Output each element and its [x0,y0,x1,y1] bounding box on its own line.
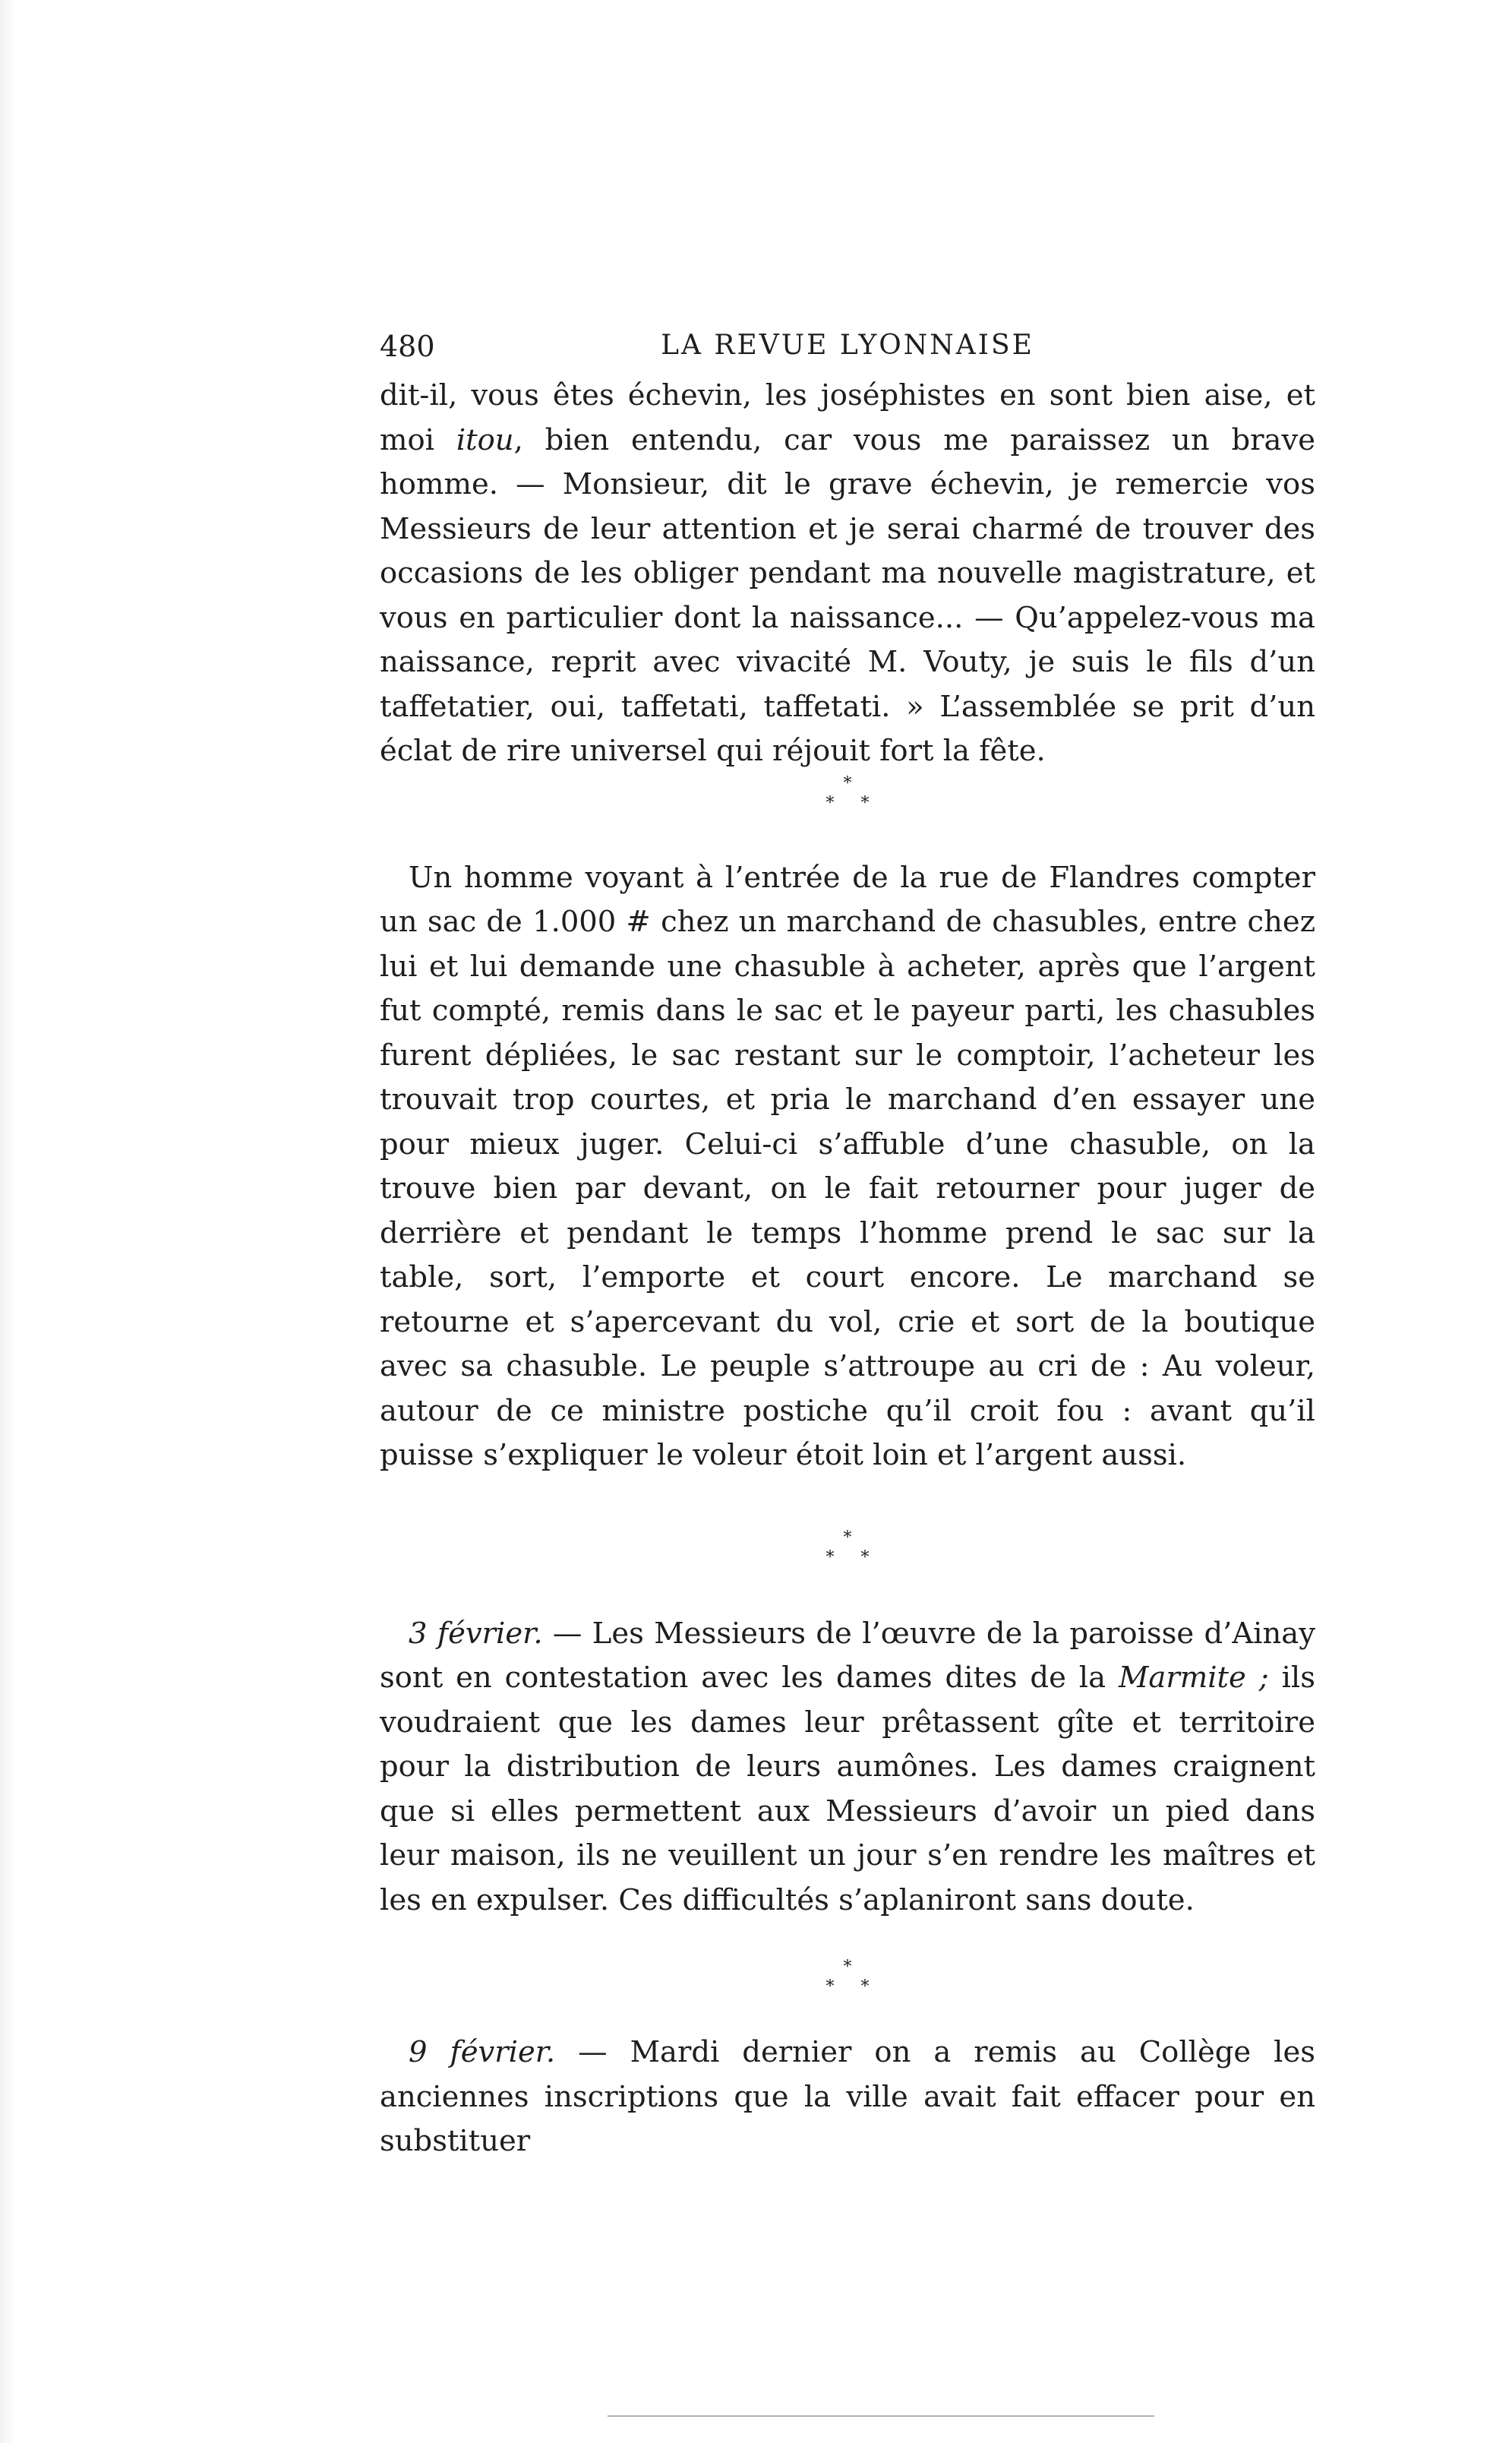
separator-star-left: * [825,793,835,813]
paragraph-text-part: — Les Messieurs de l’œuvre de la paroisse d’Ainay sont en contestation avec les dames dites de la [380,1616,1315,1695]
separator-star-left: * [825,1547,835,1567]
separator-star-right: * [860,1547,870,1567]
section-separator [380,774,1315,820]
section-separator [380,1958,1315,2003]
running-head [380,319,1315,372]
italic-word: Marmite ; [1118,1661,1269,1695]
entry-date: 3 février. [409,1616,543,1651]
page-number: 480 [380,330,435,363]
paragraph-text-part: dit-il, vous êtes échevin, les joséphistes en sont bien aise, et moi [380,378,1315,457]
scanned-page-edge [0,0,15,2443]
paragraph-continuation [380,374,1315,774]
paragraph-chasuble-story: Un homme voyant à l’entrée de la rue de Flandres compter un sac de 1.000 # chez un marchand de chasubles, entre chez lui et lui demande une chasuble à acheter, après que l’argent fut compté, remis dans le sac et le payeur parti, les chasubles furent dépliées, le sac restant sur le comptoir, l’acheteur les trouvait trop courtes, et pria le marchand d’en essayer une pour mieux juger. Celui-ci s’affuble d’une chasuble, on la trouve bien par devant, on le fait retourner pour juger de derrière et pendant le temps l’homme prend le sac sur la table, sort, l’emporte et court encore. Le marchand se retourne et s’apercevant du vol, crie et sort de la boutique avec sa chasuble. Le peuple s’attroupe au cri de : Au voleur, autour de ce ministre postiche qu’il croit fou : avant qu’il puisse s’expliquer le voleur étoit loin et l’argent aussi. [380,860,1315,1472]
journal-title: LA REVUE LYONNAISE [661,330,1034,361]
paragraph-text-part: — Mardi dernier on a remis au Collège les anciennes inscriptions que la ville avait fait effacer pour en substituer [380,2035,1315,2158]
paragraph-text-part: , bien entendu, car vous me paraissez un brave homme. — Monsieur, dit le grave échevin, je remercie vos Messieurs de leur attention et je serai charmé de trouver des occasions de les obliger pendant ma nouvelle magistrature, et vous en particulier dont la naissance... — Qu’appelez-vous ma naissance, reprit avec vivacité M. Vouty, je suis le fils d’un taffetatier, oui, taffetati, taffetati. » L’assemblée se prit d’un éclat de rire universel qui réjouit fort la fête. [380,422,1315,768]
section-separator [380,1528,1315,1574]
separator-star-right: * [860,1977,870,1996]
separator-star-left: * [825,1977,835,1996]
separator-star-top: * [843,1528,852,1547]
italic-word: itou [456,422,514,457]
entry-date: 9 février. [409,2035,556,2069]
text-block [380,319,1315,2164]
paragraph-9-fevrier [380,2031,1315,2164]
separator-star-top: * [843,1958,852,1977]
separator-star-right: * [860,793,870,813]
paragraph-text-part: ils voudraient que les dames leur prêtassent gîte et territoire pour la distribution de leurs aumônes. Les dames craignent que si elles permettent aux Messieurs d’avoir un pied dans leur maison, ils ne veuillent un jour s’en rendre les maîtres et les en expulser. Ces difficultés s’aplaniront sans doute. [380,1661,1315,1917]
paragraph-3-fevrier [380,1612,1315,1923]
separator-star-top: * [843,773,852,793]
